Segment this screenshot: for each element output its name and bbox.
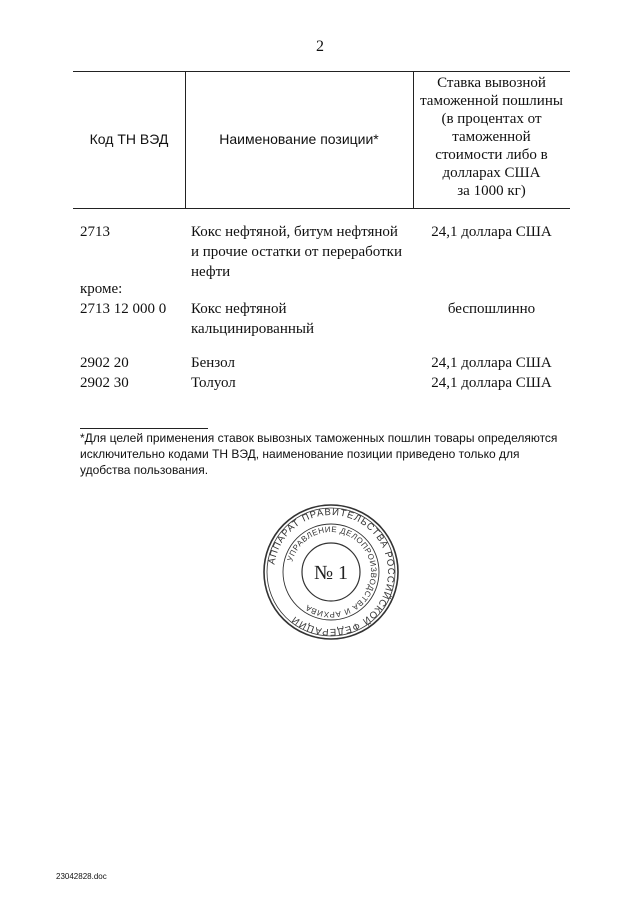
row-name: Толуол [191,375,236,391]
footnote-rule [80,428,208,429]
table-header-bottom-rule [73,208,570,209]
header-name: Наименование позиции* [219,131,379,147]
table-top-rule [73,71,570,72]
row-name: Кокс нефтяной, битум нефтяной и прочие остатки от переработки нефти [191,224,402,280]
row-code: 2713 [80,224,110,240]
row-name: Кокс нефтяной кальцинированный [191,301,314,337]
row-code: кроме: 2713 12 000 0 [80,281,167,317]
row-code: 2902 20 [80,355,129,371]
row-code: 2902 30 [80,375,129,391]
row-rate: беспошлинно [447,301,536,317]
footnote: *Для целей применения ставок вывозных таможенных пошлин товары определяются исключительно кодами ТН ВЭД, наименование позиции приведено только для удобства пользования. [80,431,558,477]
stamp-inner-text: УПРАВЛЕНИЕ ДЕЛОПРОИЗВОДСТВА И АРХИВА [285,524,379,620]
page-number: 2 [316,38,324,55]
stamp-number: № 1 [313,562,349,584]
document-id: 23042828.doc [56,872,107,881]
header-rate: Ставка вывозной таможенной пошлины (в процентах от таможенной стоимости либо в долларах США за 1000 кг) [420,75,563,199]
row-rate: 24,1 доллара США [431,355,552,371]
stamp-outer-text: АППАРАТ ПРАВИТЕЛЬСТВА РОССИЙСКОЙ ФЕДЕРАЦИИ [266,506,397,638]
header-code: Код ТН ВЭД [89,131,169,147]
row-rate: 24,1 доллара США [431,224,552,240]
row-rate: 24,1 доллара США [431,375,552,391]
row-name: Бензол [191,355,235,371]
official-stamp [262,503,400,641]
